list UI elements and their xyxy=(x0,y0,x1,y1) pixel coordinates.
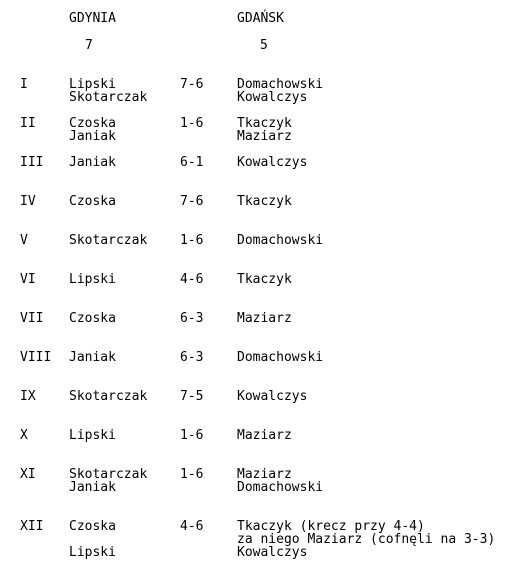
home-rider: Skotarczak xyxy=(69,90,148,105)
home-rider: Skotarczak xyxy=(69,233,148,248)
heat-score: 7-5 xyxy=(180,389,204,404)
heat-number: XII xyxy=(20,519,44,534)
away-rider: Tkaczyk xyxy=(237,194,292,209)
heat-number: IX xyxy=(20,389,36,404)
heat-score: 1-6 xyxy=(180,233,204,248)
home-rider: Czoska xyxy=(69,311,116,326)
away-rider-note: Kowalczys xyxy=(237,90,308,105)
home-rider: Janiak xyxy=(69,129,116,144)
home-rider: Skotarczak xyxy=(69,467,148,482)
away-rider: Maziarz xyxy=(237,311,292,326)
home-rider: Skotarczak xyxy=(69,389,148,404)
away-rider: Maziarz xyxy=(237,428,292,443)
away-rider-note: Maziarz xyxy=(237,129,292,144)
away-rider: Tkaczyk (krecz przy 4-4) xyxy=(237,519,425,534)
heat-number: XI xyxy=(20,467,36,482)
away-rider: Maziarz xyxy=(237,467,292,482)
heat-number: I xyxy=(20,77,28,92)
heat-score: 6-3 xyxy=(180,350,204,365)
away-rider-note: Kowalczys xyxy=(237,545,308,560)
away-rider: Tkaczyk xyxy=(237,272,292,287)
home-rider: Czoska xyxy=(69,116,116,131)
heat-score: 1-6 xyxy=(180,428,204,443)
heat-number: X xyxy=(20,428,28,443)
home-rider: Lipski xyxy=(69,428,116,443)
home-rider: Lipski xyxy=(69,545,116,560)
heat-number: VII xyxy=(20,311,44,326)
away-rider-note: Domachowski xyxy=(237,480,324,495)
heat-number: V xyxy=(20,233,28,248)
home-rider: Janiak xyxy=(69,155,116,170)
heat-score: 7-6 xyxy=(180,77,204,92)
away-rider-note: za niego Maziarz (cofnęli na 3-3) xyxy=(237,532,496,547)
heat-score: 1-6 xyxy=(180,467,204,482)
team-away-score: 5 xyxy=(260,38,268,53)
team-home-score: 7 xyxy=(85,38,93,53)
team-away-name: GDAŃSK xyxy=(237,11,284,26)
heat-number: IV xyxy=(20,194,36,209)
away-rider: Domachowski xyxy=(237,350,324,365)
heat-score: 7-6 xyxy=(180,194,204,209)
heat-score: 4-6 xyxy=(180,272,204,287)
home-rider: Lipski xyxy=(69,77,116,92)
away-rider: Domachowski xyxy=(237,233,324,248)
home-rider: Czoska xyxy=(69,194,116,209)
heat-score: 6-3 xyxy=(180,311,204,326)
home-rider: Janiak xyxy=(69,480,116,495)
heat-number: II xyxy=(20,116,36,131)
team-home-name: GDYNIA xyxy=(69,11,116,26)
heat-score: 1-6 xyxy=(180,116,204,131)
away-rider: Kowalczys xyxy=(237,155,308,170)
away-rider: Kowalczys xyxy=(237,389,308,404)
heat-score: 6-1 xyxy=(180,155,204,170)
heat-number: VI xyxy=(20,272,36,287)
heat-number: VIII xyxy=(20,350,52,365)
away-rider: Tkaczyk xyxy=(237,116,292,131)
home-rider: Lipski xyxy=(69,272,116,287)
home-rider: Czoska xyxy=(69,519,116,534)
away-rider: Domachowski xyxy=(237,77,324,92)
heat-number: III xyxy=(20,155,44,170)
home-rider: Janiak xyxy=(69,350,116,365)
heat-score: 4-6 xyxy=(180,519,204,534)
